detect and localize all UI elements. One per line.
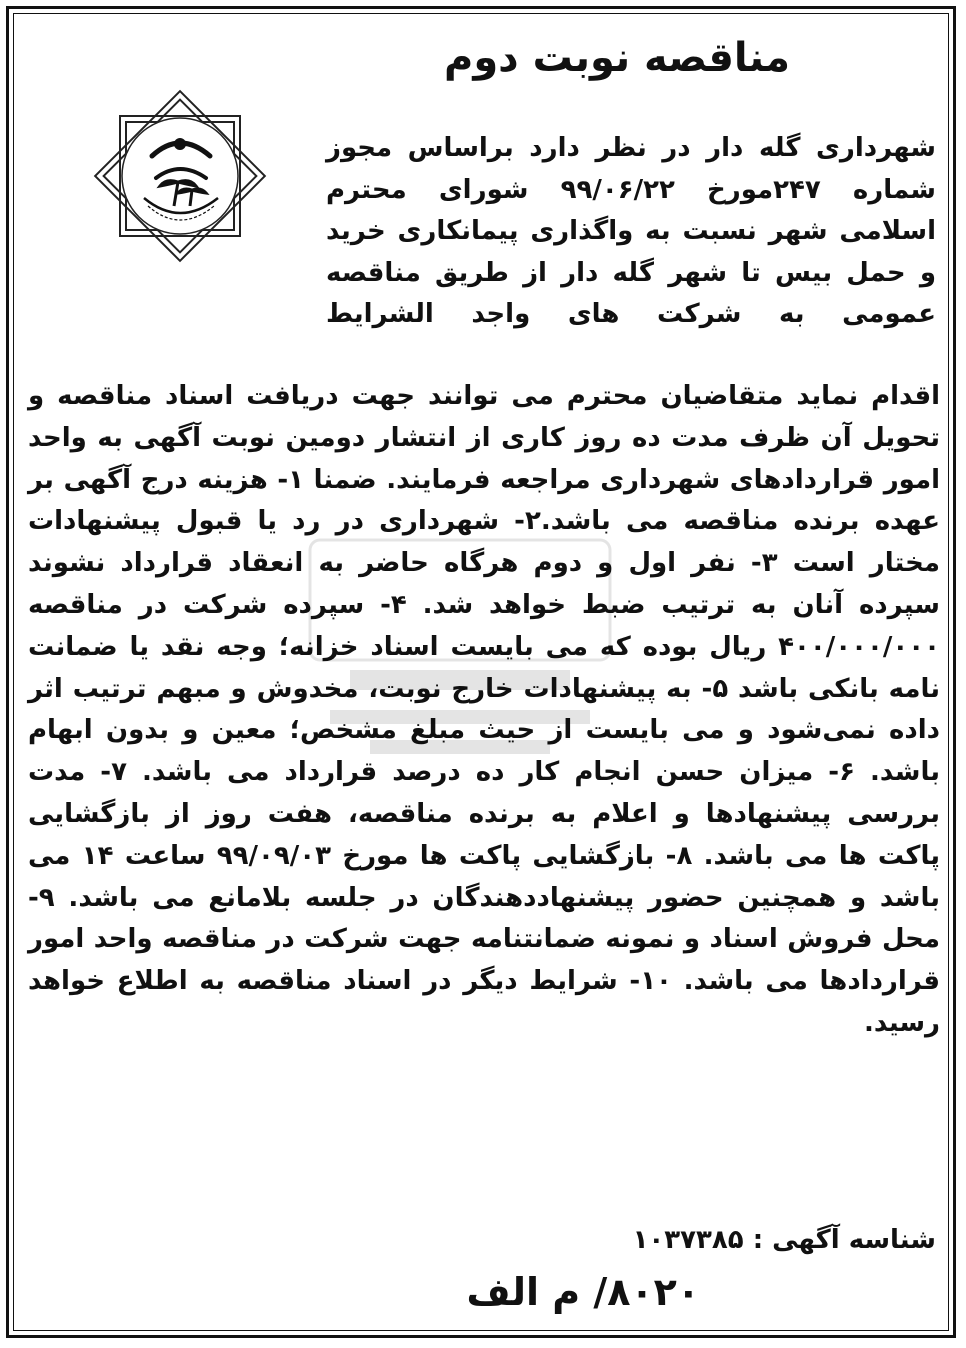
ad-id: شناسه آگهی : ۱۰۳۷۳۸۵ — [632, 1225, 936, 1255]
page-title: مناقصه نوبت دوم — [444, 35, 790, 81]
body-paragraph: اقدام نماید متقاضیان محترم می توانند جهت دریافت اسناد مناقصه و تحویل آن ظرف مدت ده روز کاری از انتشار دومین نوبت آگهی به واحد امور قراردادهای شهرداری مراجعه فرمایند. ضمنا ۱- هزینه درج آگهی بر عهده برنده مناقصه می باشد.۲- شهرداری در رد یا قبول پیشنهادات مختار است ۳- نفر اول و دوم هرگاه حاضر به انعقاد قرارداد نشوند سپرده آنان به ترتیب ضبط خواهد شد. ۴- سپرده شرکت در مناقصه ۴۰۰/۰۰۰/۰۰۰ ریال بوده که می بایست اسناد خزانه؛ وجه نقد یا ضمانت نامه بانکی باشد ۵- به پیشنهادات خارج نوبت، مخدوش و مبهم ترتیب اثر داده نمی‌شود و می بایست از حیث مبلغ مشخص؛ معین و بدون ابهام باشد. ۶- میزان حسن انجام کار ده درصد قرارداد می باشد. ۷- مدت بررسی پیشنهادها و اعلام به برنده مناقصه، هفت روز از بازگشایی پاکت ها می باشد. ۸- بازگشایی پاکت ها مورخ ۹۹/۰۹/۰۳ ساعت ۱۴ می باشد و همچنین حضور پیشنهاددهندگان در جلسه بلامانع می باشد. ۹- محل فروش اسناد و نمونه ضمانتنامه جهت شرکت در مناقصه واحد امور قراردادها می باشد. ۱۰- شرایط دیگر در اسناد مناقصه به اطلاع خواهد رسید. — [28, 381, 941, 1038]
intro-paragraph: شهرداری گله دار در نظر دارد براساس مجوز شماره ۲۴۷مورخ ۹۹/۰۶/۲۲ شورای محترم اسلامی شهر نسبت به واگذاری پیمانکاری خرید و حمل بیس تا شهر گله دار از طریق مناقصه عمومی به شرکت های واجد الشرایط — [326, 133, 936, 329]
ad-code: ۸۰۲۰/ م الف — [466, 1270, 700, 1314]
logo-emblem-icon — [82, 78, 278, 274]
municipality-logo — [82, 78, 278, 274]
